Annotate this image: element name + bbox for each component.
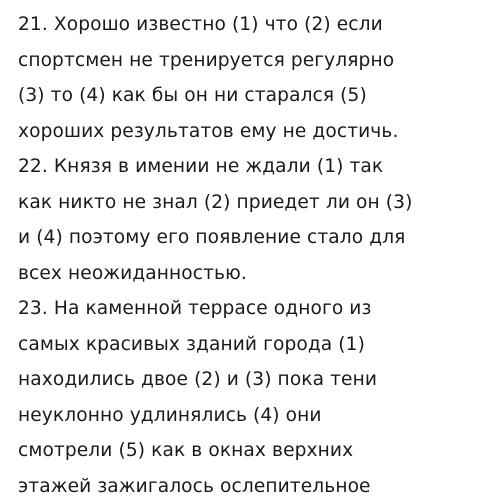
text-line-11: находились двое (2) и (3) пока тени	[18, 369, 378, 390]
text-line-6: как никто не знал (2) приедет ли он (3)	[18, 191, 413, 213]
text-line-8: всех неожиданностью.	[18, 262, 247, 284]
text-line-3: (3) то (4) как бы он ни старался (5)	[18, 85, 367, 106]
text-line-10: самых красивых зданий города (1)	[18, 333, 365, 355]
text-line-7: и (4) поэтому его появление стало для	[18, 227, 406, 248]
exercise-text	[18, 7, 496, 500]
text-line-4: хороших результатов ему не достичь.	[18, 120, 399, 142]
text-line-13: смотрели (5) как в окнах верхних	[18, 440, 354, 461]
text-line-9: 23. На каменной террасе одного из	[18, 298, 372, 319]
text-line-14: этажей зажигалось ослепительное	[18, 475, 371, 497]
text-line-2: спортсмен не тренируется регулярно	[18, 49, 395, 71]
text-line-1: 21. Хорошо известно (1) что (2) если	[18, 14, 383, 35]
text-line-12: неуклонно удлинялись (4) они	[18, 404, 322, 426]
text-line-5: 22. Князя в имении не ждали (1) так	[18, 156, 384, 177]
